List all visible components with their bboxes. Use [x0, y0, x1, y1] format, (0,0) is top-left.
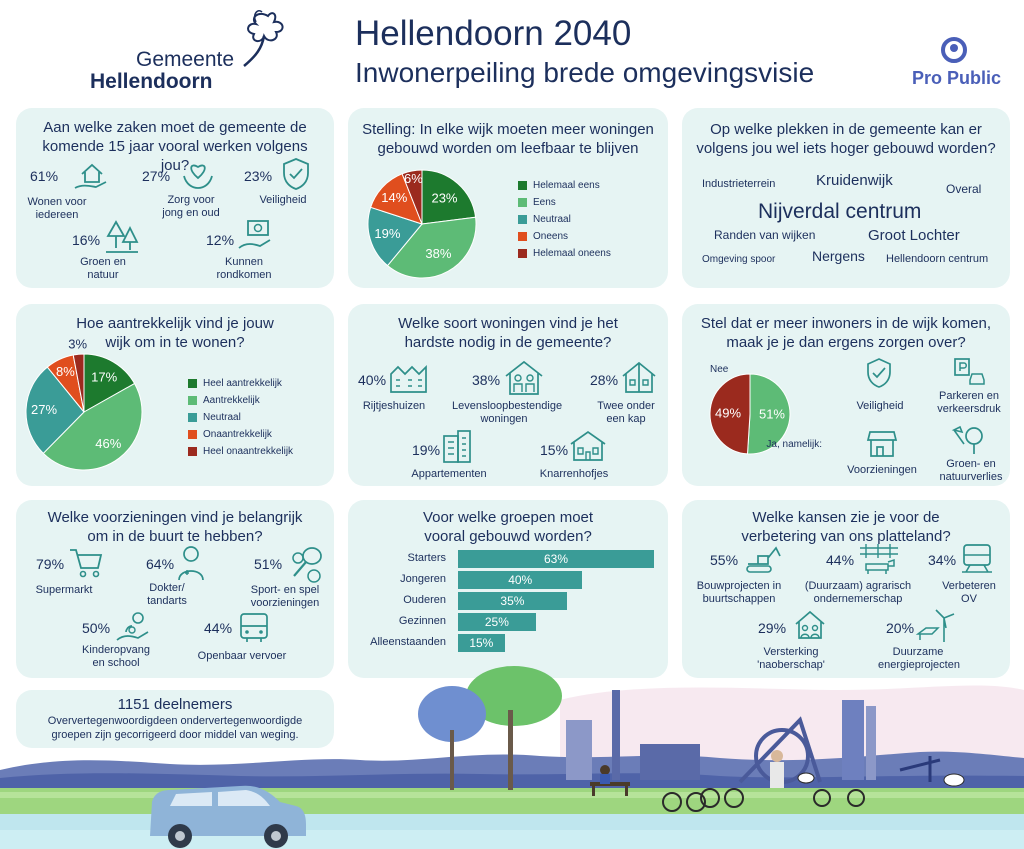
- panel-title: Welke voorzieningen vind je belangrijk om in de buurt te hebben?: [47, 509, 303, 545]
- pie-slice-label: 3%: [68, 336, 88, 352]
- stat-pct: 55%: [710, 552, 739, 568]
- pie-slice-label: 8%: [56, 364, 75, 380]
- stat-label: Wonen voor iedereen: [27, 196, 87, 221]
- legend-label: Eens: [533, 197, 556, 208]
- bar: 35%: [458, 592, 567, 610]
- panel-title: Welke kansen zie je voor de verbetering van ons platteland?: [741, 509, 951, 545]
- bar: 40%: [458, 571, 582, 589]
- legend-item: [518, 180, 600, 191]
- legend-item: [518, 197, 556, 208]
- legend-swatch: [518, 215, 527, 224]
- legend-label: Heel onaantrekkelijk: [203, 446, 294, 457]
- semi-detached-icon: [620, 360, 658, 396]
- legend-label: Oneens: [533, 231, 569, 242]
- legend-item: [518, 214, 571, 225]
- legend-swatch: [188, 379, 197, 388]
- stat-label: Groen en natuur: [80, 256, 126, 281]
- panel-priorities: [16, 108, 334, 288]
- participants-title: 1151 deelnemers: [117, 696, 233, 713]
- panel-hoger-bouwen: [682, 108, 1010, 288]
- stat-label: Sport- en spel voorzieningen: [250, 584, 320, 609]
- stat-pct: 61%: [30, 168, 59, 184]
- propublic-logo: [906, 36, 1006, 92]
- logo-line1: Gemeente: [136, 48, 235, 71]
- propublic-text: Pro Public: [912, 68, 1002, 88]
- tree-axe-icon: [950, 424, 986, 458]
- legend-swatch: [518, 198, 527, 207]
- pie-slice-label: 14%: [381, 189, 408, 205]
- pie-slice-label: 17%: [91, 369, 118, 385]
- courtyard-house-icon: [568, 428, 608, 464]
- concern-label: Parkeren en verkeersdruk: [937, 390, 1001, 415]
- stat-pct: 34%: [928, 552, 957, 568]
- page-title: Hellendoorn 2040: [355, 14, 632, 53]
- pie-slice-label: 6%: [403, 170, 423, 186]
- panel-platteland: [682, 500, 1010, 678]
- legend-swatch: [518, 232, 527, 241]
- word-overal: Overal: [946, 182, 982, 196]
- panel-title: Stel dat er meer inwoners in de wijk komen, maak je je dan ergens zorgen over?: [700, 315, 992, 351]
- word-omgeving-spoor: Omgeving spoor: [702, 254, 776, 265]
- concern-label: Voorzieningen: [847, 464, 917, 476]
- bar-category-label: Jongeren: [400, 573, 446, 585]
- stat-pct: 12%: [206, 232, 235, 248]
- panel-zorgen: [682, 304, 1010, 486]
- stat-label: Knarrenhofjes: [539, 468, 609, 480]
- cow-fence-icon: [858, 540, 900, 576]
- page-subtitle: Inwonerpeiling brede omgevingsvisie: [355, 57, 815, 88]
- participants-text: Oververtegenwoordigdeen ondervertegenwoordigde groepen zijn gecorrigeerd door middel van weging.: [47, 715, 303, 741]
- word-industrieterrein: Industrieterrein: [702, 178, 776, 190]
- pie-slice-label: 19%: [374, 226, 401, 242]
- stat-pct: 40%: [358, 372, 387, 388]
- stat-pct: 23%: [244, 168, 273, 184]
- stat-pct: 50%: [82, 620, 111, 636]
- tree-logo-icon: [228, 8, 298, 70]
- panel-title: Welke soort woningen vind je het hardste nodig in de gemeente?: [398, 315, 618, 351]
- legend-swatch: [188, 430, 197, 439]
- stat-label: Bouwprojecten in buurtschappen: [696, 580, 782, 605]
- stat-label: Zorg voor jong en oud: [162, 194, 220, 219]
- legend-item: [188, 429, 272, 440]
- legend-swatch: [188, 413, 197, 422]
- legend-label: Onaantrekkelijk: [203, 429, 272, 440]
- stat-label: Duurzame energieprojecten: [878, 646, 960, 671]
- legend-swatch: [518, 249, 527, 258]
- bar-category-label: Gezinnen: [398, 615, 446, 627]
- house-hand-icon: [72, 158, 112, 192]
- stat-label: Veiligheid: [259, 194, 307, 206]
- stat-label: Verbeteren OV: [942, 580, 996, 605]
- community-house-icon: [790, 608, 830, 644]
- stat-pct: 29%: [758, 620, 787, 636]
- parking-icon: [952, 356, 986, 388]
- stat-pct: 15%: [540, 442, 569, 458]
- stat-label: Levensloopbestendige woningen: [452, 400, 563, 425]
- panel-aantrekkelijk: [16, 304, 334, 486]
- legend-label: Helemaal oneens: [533, 248, 611, 259]
- train-icon: [958, 542, 996, 576]
- panel-title: Op welke plekken in de gemeente kan er volgens jou wel iets hoger gebouwd worden?: [696, 121, 996, 157]
- panel-stelling: [348, 108, 668, 288]
- panel-title: Aan welke zaken moet de gemeente de komende 15 jaar vooral werken volgens jou?: [42, 119, 308, 174]
- legend-swatch: [188, 396, 197, 405]
- legend-item: [518, 231, 568, 242]
- word-hellendoorn-centrum: Hellendoorn centrum: [886, 253, 989, 265]
- sports-icon: [286, 544, 326, 584]
- stat-pct: 64%: [146, 556, 175, 572]
- legend-label: Heel aantrekkelijk: [203, 378, 282, 389]
- apartment-icon: [440, 428, 474, 464]
- pie-slice-label: 46%: [95, 435, 122, 451]
- pie-chart-aantrekkelijk: [22, 336, 152, 478]
- doctor-icon: [176, 544, 206, 582]
- legend-label: Helemaal eens: [533, 180, 600, 191]
- family-house-icon: [502, 358, 546, 398]
- pie-chart-stelling: [364, 168, 488, 280]
- word-nergens: Nergens: [812, 248, 865, 264]
- bar-category-label: Alleenstaanden: [370, 636, 446, 648]
- panel-soort-woningen: [348, 304, 668, 486]
- pie-slice-label: 49%: [714, 405, 742, 421]
- bar-chart-groepen: [348, 550, 668, 660]
- stat-pct: 19%: [412, 442, 441, 458]
- concern-label: Veiligheid: [856, 400, 904, 412]
- stat-pct: 44%: [826, 552, 855, 568]
- legend-item: [188, 378, 282, 389]
- word-nijverdal-centrum: Nijverdal centrum: [758, 200, 922, 223]
- word-kruidenwijk: Kruidenwijk: [816, 172, 893, 189]
- panel-title: Voor welke groepen moet vooral gebouwd worden?: [422, 509, 594, 545]
- word-randen-van-wijken: Randen van wijken: [714, 228, 816, 242]
- legend-item: [518, 248, 611, 259]
- cart-icon: [68, 546, 104, 580]
- stat-label: Versterking 'naoberschap': [757, 646, 825, 671]
- panel-title: Stelling: In elke wijk moeten meer woningen gebouwd worden om leefbaar te blijven: [362, 121, 654, 157]
- landscape-illustration: [0, 660, 1024, 849]
- stat-label: Appartementen: [411, 468, 487, 480]
- stat-pct: 38%: [472, 372, 501, 388]
- pie-label-ja: Ja, namelijk:: [766, 439, 822, 450]
- propublic-mark-icon: [936, 36, 972, 66]
- panel-groepen: [348, 500, 668, 678]
- stat-pct: 20%: [886, 620, 915, 636]
- pie-label-nee: Nee: [710, 364, 729, 375]
- legend-label: Aantrekkelijk: [203, 395, 260, 406]
- childcare-icon: [114, 610, 150, 644]
- stat-label: Twee onder een kap: [597, 400, 655, 425]
- word-groot-lochter: Groot Lochter: [868, 227, 960, 244]
- bar: 15%: [458, 634, 505, 652]
- panel-title: Hoe aantrekkelijk vind je jouw wijk om in te wonen?: [76, 315, 274, 351]
- logo-line2: Hellendoorn: [90, 70, 213, 93]
- pie-slice-label: 38%: [425, 245, 452, 261]
- stat-label: (Duurzaam) agrarisch ondernemerschap: [804, 580, 912, 605]
- legend-item: [188, 395, 260, 406]
- pie-slice-label: 27%: [31, 402, 58, 418]
- concern-label: Groen- en natuurverlies: [939, 458, 1003, 483]
- stat-label: Kunnen rondkomen: [216, 256, 272, 281]
- stat-pct: 51%: [254, 556, 283, 572]
- bar: 25%: [458, 613, 536, 631]
- bar-category-label: Starters: [407, 552, 446, 564]
- money-hand-icon: [236, 218, 274, 254]
- shield-check-icon: [280, 156, 312, 192]
- stat-pct: 27%: [142, 168, 171, 184]
- heart-hands-icon: [180, 158, 216, 192]
- legend-label: Neutraal: [203, 412, 241, 423]
- shop-icon: [866, 428, 898, 460]
- legend-swatch: [518, 181, 527, 190]
- row-houses-icon: [388, 362, 430, 396]
- legend-swatch: [188, 447, 197, 456]
- stat-pct: 44%: [204, 620, 233, 636]
- legend-item: [188, 446, 293, 457]
- pie-slice-label: 51%: [758, 406, 786, 422]
- bar-category-label: Ouderen: [403, 594, 446, 606]
- windmill-solar-icon: [916, 604, 960, 644]
- stat-label: Rijtjeshuizen: [362, 400, 426, 412]
- panel-voorzieningen: [16, 500, 334, 678]
- shield-check-icon: [864, 356, 894, 390]
- pie-slice-label: 23%: [431, 190, 458, 206]
- excavator-icon: [744, 542, 782, 576]
- bar: 63%: [458, 550, 654, 568]
- legend-item: [188, 412, 241, 423]
- stat-label: Supermarkt: [35, 584, 93, 596]
- municipality-logo: [90, 8, 300, 93]
- stat-pct: 16%: [72, 232, 101, 248]
- bus-icon: [236, 610, 272, 646]
- stat-label: Kinderopvang en school: [82, 644, 150, 669]
- stat-label: Openbaar vervoer: [197, 650, 287, 662]
- trees-icon: [104, 218, 140, 256]
- stat-label: Dokter/ tandarts: [147, 582, 187, 607]
- stat-pct: 79%: [36, 556, 65, 572]
- legend-label: Neutraal: [533, 214, 571, 225]
- stat-pct: 28%: [590, 372, 619, 388]
